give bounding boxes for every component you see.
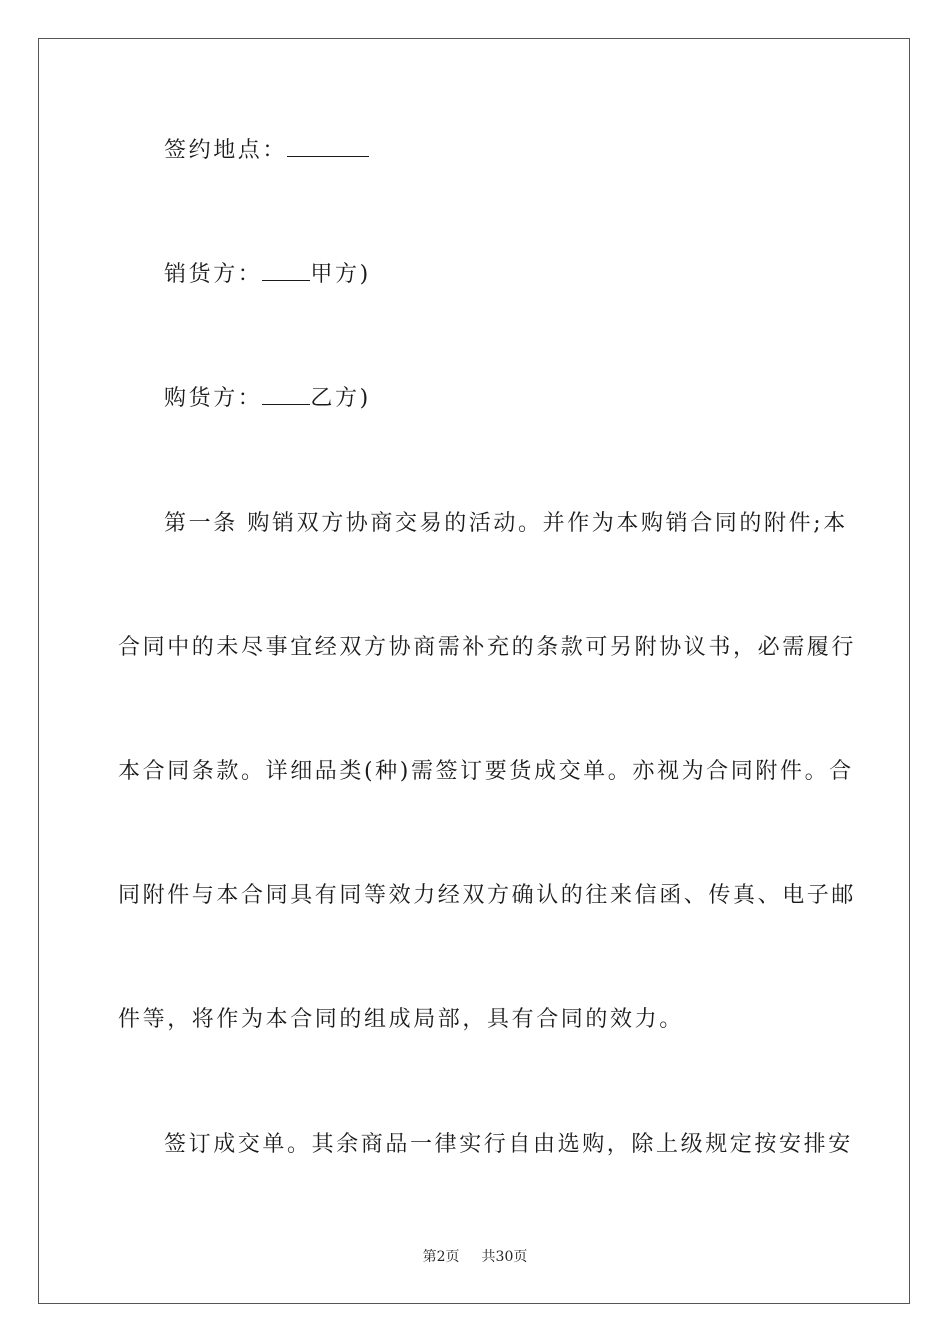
seller-suffix: 甲方) — [310, 262, 371, 287]
buyer-suffix: 乙方) — [310, 386, 371, 411]
buyer-line — [164, 384, 834, 414]
paragraph-2-line-1: 签订成交单。其余商品一律实行自由选购，除上级规定按安排安 — [164, 1132, 853, 1157]
page-total: 共30页 — [481, 1249, 528, 1265]
page-current: 第2页 — [422, 1249, 460, 1265]
signing-place-label: 签约地点： — [164, 138, 288, 163]
article-1-line-3: 本合同条款。详细品类(种)需签订要货成交单。亦视为合同附件。合 — [118, 759, 854, 784]
article-1-line-1: 第一条 购销双方协商交易的活动。并作为本购销合同的附件;本 — [164, 511, 848, 536]
article-1-line-5: 件等，将作为本合同的组成局部，具有合同的效力。 — [118, 1007, 684, 1032]
signing-place-blank — [287, 136, 369, 157]
buyer-label: 购货方： — [164, 386, 263, 411]
signing-place-line — [164, 136, 834, 166]
article-1-line-4: 同附件与本合同具有同等效力经双方确认的往来信函、传真、电子邮 — [118, 883, 857, 908]
article-1-line-2: 合同中的未尽事宜经双方协商需补充的条款可另附协议书，必需履行 — [118, 635, 857, 660]
page-footer — [0, 1246, 950, 1266]
seller-label: 销货方： — [164, 262, 263, 287]
page-border — [38, 38, 910, 1304]
buyer-blank — [262, 384, 310, 405]
seller-line — [164, 260, 834, 290]
seller-blank — [262, 260, 310, 281]
